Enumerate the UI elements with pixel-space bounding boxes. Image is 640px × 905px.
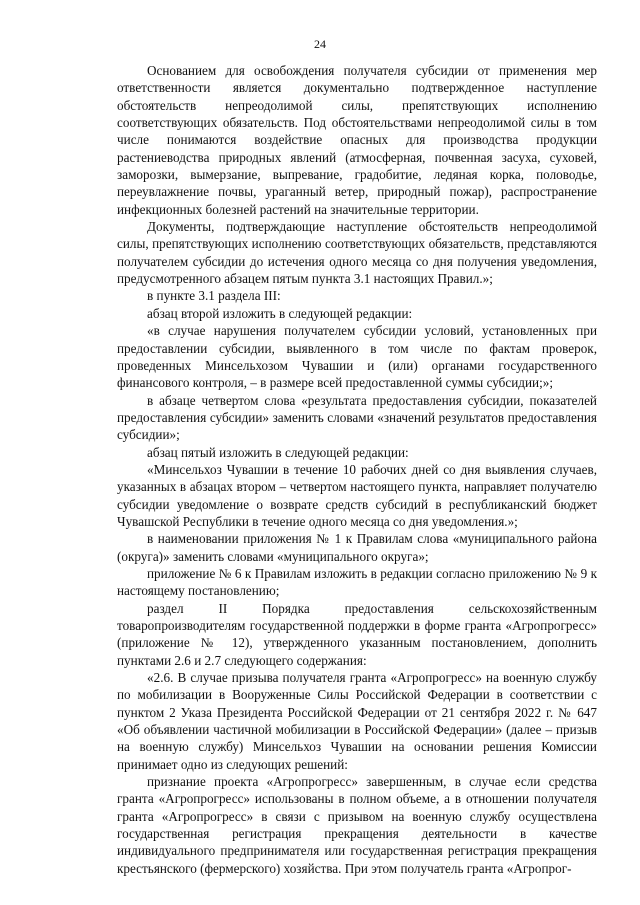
- paragraph-project-completed: признание проекта «Агропрогресс» завершенным, в случае если средства гранта «Агропрогресс» использованы в полном объеме, а в отношении получателя гранта «Агропрогресс» в связи с призывом на военную службу осуществлена государственная регистрация прекращения деятельности в качестве индивидуального предпринимателя или государственная регистрация прекращения крестьянского (фермерского) хозяйства. При этом получатель гранта «Агропрог-: [117, 774, 597, 876]
- paragraph-return-notification: «Минсельхоз Чувашии в течение 10 рабочих дней со дня выявления случаев, указанных в абзацах втором – четвертом настоящего пункта, направляет получателю субсидии уведомление о возврате средств субсидий в республиканский бюджет Чувашской Республики в течение одного месяца со дня уведомления.»;: [117, 461, 597, 529]
- paragraph-force-majeure-basis: Основанием для освобождения получателя субсидии от применения мер ответственности является документально подтвержденное наступление обстоятельств непреодолимой силы, препятствующих исполнению соответствующих обязательств. Под обстоятельствами непреодолимой силы в том числе понимаются воздействие опасных для производства продукции растениеводства природных явлений (атмосферная, почвенная засуха, суховей, заморозки, вымерзание, выпревание, градобитие, ледяная корка, половодье, переувлажнение почвы, ураганный ветер, природный пожар), распространение инфекционных болезней растений на значительные территории.: [117, 63, 597, 217]
- paragraph-fourth-abzac: в абзаце четвертом слова «результата предоставления субсидии, показателей предоставления субсидии» заменить словами «значений результатов предоставления субсидии»;: [117, 392, 597, 443]
- document-body: [117, 62, 597, 877]
- paragraph-force-majeure-documents: Документы, подтверждающие наступление обстоятельств непреодолимой силы, препятствующих исполнению соответствующих обязательств, представляются получателем субсидии до истечения одного месяца со дня получения уведомления, предусмотренного абзацем пятым пункта 3.1 настоящих Правил.»;: [117, 219, 597, 287]
- paragraph-appendix-1-title: в наименовании приложения № 1 к Правилам слова «муниципального района (округа)» заменить словами «муниципального округа»;: [117, 531, 597, 564]
- paragraph-fifth-abzac-intro: абзац пятый изложить в следующей редакции:: [147, 444, 409, 460]
- paragraph-appendix-6: приложение № 6 к Правилам изложить в редакции согласно приложению № 9 к настоящему постановлению;: [117, 565, 597, 599]
- paragraph-section-2-agroprogress: раздел II Порядка предоставления сельскохозяйственным товаропроизводителям государственной поддержки в форме гранта «Агропрогресс» (приложение № 12), утвержденного указанным постановлением, дополнить пунктами 2.6 и 2.7 следующего содержания:: [117, 600, 597, 668]
- paragraph-clause-2-6: «2.6. В случае призыва получателя гранта «Агропрогресс» на военную службу по мобилизации в Вооруженные Силы Российской Федерации в соответствии с пунктом 2 Указа Президента Российской Федерации от 21 сентября 2022 г. № 647 «Об объявлении частичной мобилизации в Российской Федерации» (далее – призыв на военную службу) Минсельхоз Чувашии на основании решения Комиссии принимает одно из следующих решений:: [117, 670, 597, 772]
- paragraph-violation-conditions: «в случае нарушения получателем субсидии условий, установленных при предоставлении субсидии, выявленного в том числе по фактам проверок, проведенных Минсельхозом Чувашии и (или) органами государственного финансового контроля, – в размере всей предоставленной суммы субсидии;»;: [117, 323, 597, 391]
- page-number: 24: [314, 37, 326, 51]
- paragraph-second-abzac-intro: абзац второй изложить в следующей редакции:: [147, 305, 413, 321]
- paragraph-clause-3-1: в пункте 3.1 раздела III:: [147, 288, 281, 304]
